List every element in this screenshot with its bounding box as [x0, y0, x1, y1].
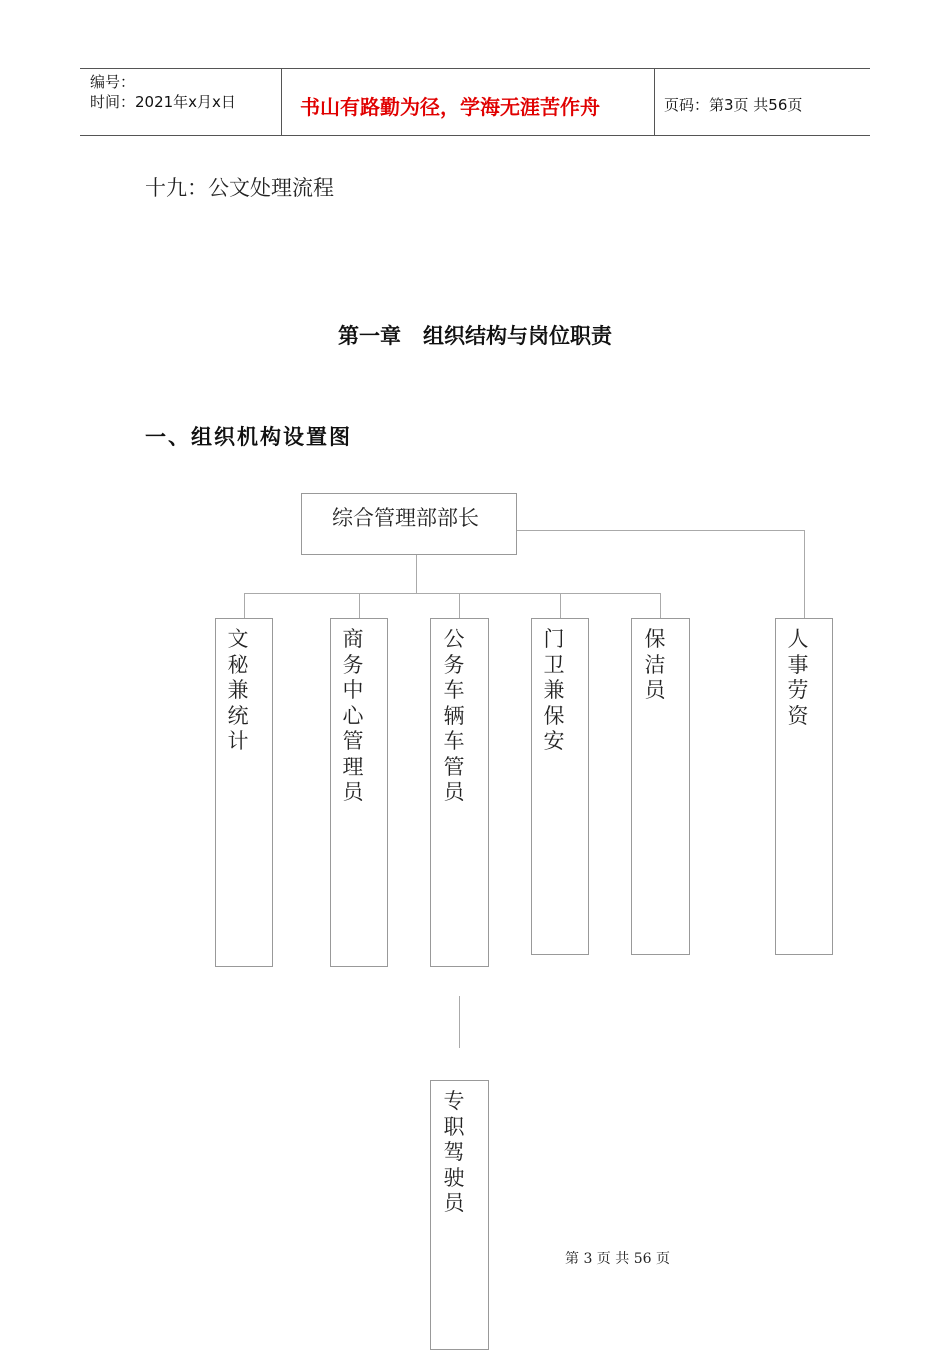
org-child-box	[775, 618, 833, 955]
connector-right-drop	[804, 530, 805, 618]
connector-drop-4	[560, 593, 561, 618]
toc-item: 十九：公文处理流程	[145, 176, 334, 200]
org-child-label: 商务中心管理员	[342, 627, 364, 804]
connector-drop-2	[359, 593, 360, 618]
org-child-box	[531, 618, 589, 955]
org-child-label: 门卫兼保安	[543, 627, 565, 753]
org-child-box	[631, 618, 690, 955]
footer-page-number: 第 3 页 共 56 页	[565, 1251, 670, 1267]
org-child-box	[215, 618, 273, 967]
header-divider-right	[654, 68, 655, 136]
header-motto: 书山有路勤为径，学海无涯苦作舟	[300, 95, 600, 119]
org-sub-child-label: 专职驾驶员	[443, 1089, 465, 1215]
org-sub-child-box	[430, 1080, 489, 1350]
org-child-box	[430, 618, 489, 967]
connector-drop-1	[244, 593, 245, 618]
document-number-label: 编号：	[90, 73, 136, 91]
org-child-label: 保洁员	[644, 627, 666, 702]
org-child-label: 人事劳资	[787, 627, 809, 728]
header-page-info: 页码：第3页 共56页	[664, 96, 803, 114]
org-root-label: 综合管理部部长	[332, 506, 479, 530]
connector-sub-child	[459, 996, 460, 1048]
org-child-label: 公务车辆车管员	[443, 627, 465, 804]
section-title: 一、组织机构设置图	[145, 424, 352, 449]
document-date: 时间：2021年x月x日	[90, 93, 236, 111]
connector-drop-3	[459, 593, 460, 618]
org-child-label: 文秘兼统计	[227, 627, 249, 753]
chapter-title: 第一章 组织结构与岗位职责	[338, 323, 612, 348]
connector-drop-5	[660, 593, 661, 618]
org-child-box	[330, 618, 388, 967]
org-root-box	[301, 493, 517, 555]
header-bottom-border	[80, 135, 870, 136]
connector-right-horizontal	[517, 530, 804, 531]
connector-root-down	[416, 555, 417, 593]
connector-branch-horizontal	[244, 593, 661, 594]
header-divider-left	[281, 68, 282, 136]
header-top-border	[80, 68, 870, 69]
